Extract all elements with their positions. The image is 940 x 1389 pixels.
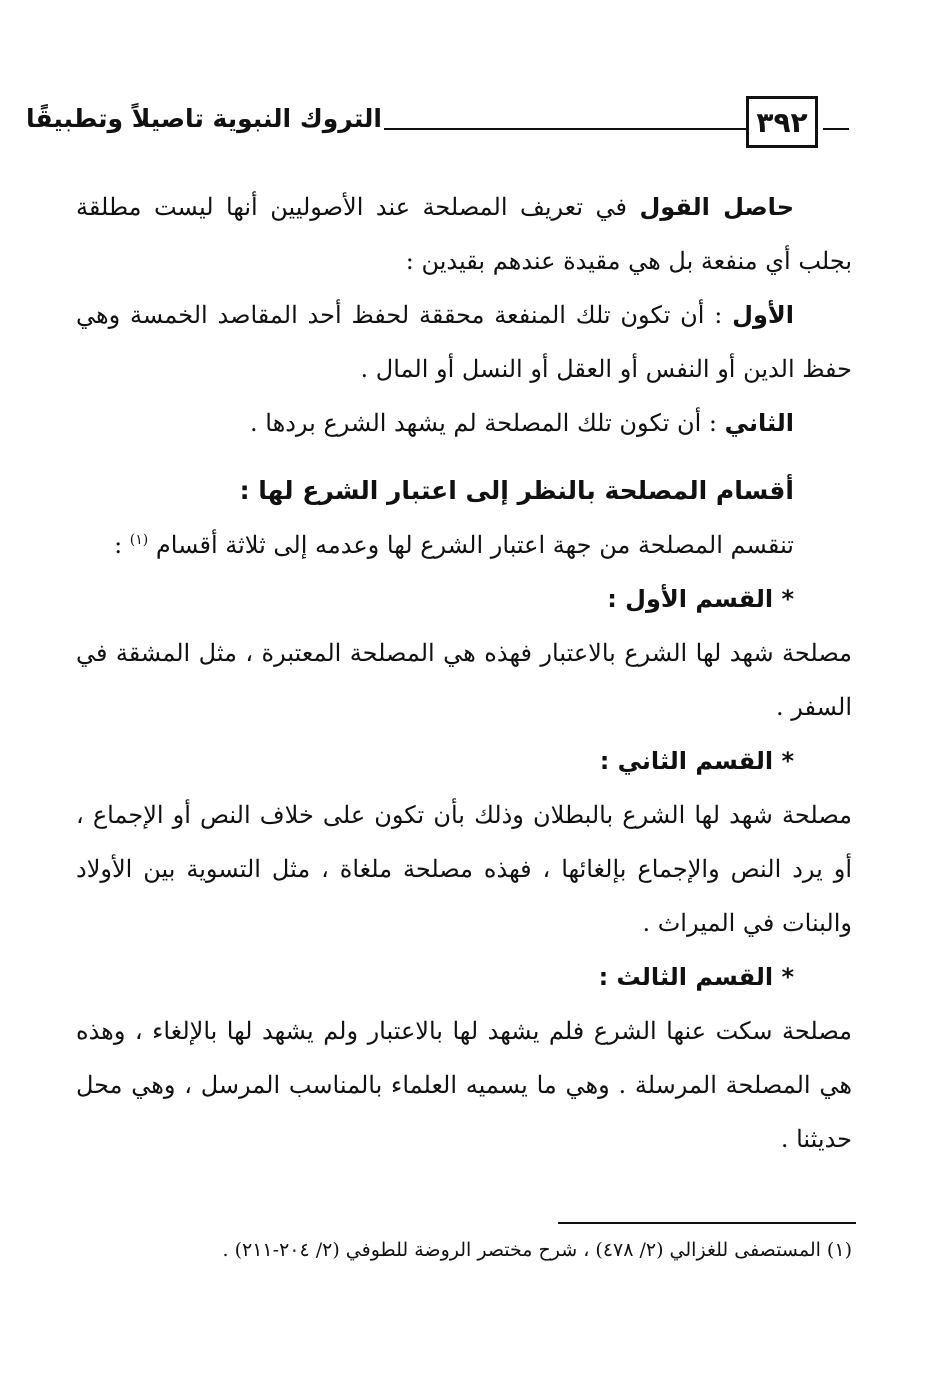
subheading-first-category: * القسم الأول : [607, 585, 794, 613]
summary-lead: حاصل القول [639, 193, 794, 221]
paragraph-third-category: مصلحة سكت عنها الشرع فلم يشهد لها بالاعتبار ولم يشهد لها بالإلغاء ، وهذه هي المصلحة المرسلة . وهي ما يسميه العلماء بالمناسب المرسل ، وهي محل حديثنا . [76, 1017, 852, 1153]
page-header [0, 0, 940, 160]
summary-text: في تعريف المصلحة عند الأصوليين أنها ليست مطلقة بجلب أي منفعة بل هي مقيدة عندهم بقيدين : [76, 193, 852, 275]
second-condition-text: : أن تكون تلك المصلحة لم يشهد الشرع بردها . [250, 409, 725, 437]
second-condition-lead: الثاني [724, 409, 794, 437]
first-condition-lead: الأول [732, 301, 794, 329]
subheading-third-category: * القسم الثالث : [598, 963, 794, 991]
paragraph-second-category: مصلحة شهد لها الشرع بالبطلان وذلك بأن تكون على خلاف النص أو الإجماع ، أو يرد النص والإجماع بإلغائها ، فهذه مصلحة ملغاة ، مثل التسوية بين الأولاد والبنات في الميراث . [76, 801, 852, 937]
page-number: ٣٩٢ [746, 96, 818, 148]
footnote-reference[interactable]: (١) [129, 532, 149, 548]
paragraph-first-category: مصلحة شهد لها الشرع بالاعتبار فهذه هي المصلحة المعتبرة ، مثل المشقة في السفر . [76, 639, 852, 721]
running-title: التروك النبوية تاصيلاً وتطبيقًا [25, 104, 382, 133]
paragraph-first-condition [76, 288, 852, 396]
subheading-second-category: * القسم الثاني : [599, 747, 794, 775]
header-rule-right [823, 128, 849, 130]
first-condition-text: : أن تكون تلك المنفعة محققة لحفظ أحد المقاصد الخمسة وهي حفظ الدين أو النفس أو العقل أو النسل أو المال . [76, 301, 852, 383]
division-text: تنقسم المصلحة من جهة اعتبار الشرع لها وعدمه إلى ثلاثة أقسام [155, 531, 794, 559]
paragraph-division [76, 518, 852, 572]
footnote-separator [558, 1222, 856, 1224]
paragraph-summary [76, 180, 852, 288]
header-rule-left [384, 128, 746, 130]
footnote: (١) المستصفى للغزالي (٢/ ٤٧٨) ، شرح مختصر الروضة للطوفي (٢/ ٢٠٤-٢١١) . [222, 1239, 852, 1261]
division-colon: : [114, 531, 130, 559]
paragraph-second-condition [76, 396, 852, 450]
section-heading: أقسام المصلحة بالنظر إلى اعتبار الشرع لها : [239, 476, 794, 505]
body-text [76, 180, 852, 1166]
